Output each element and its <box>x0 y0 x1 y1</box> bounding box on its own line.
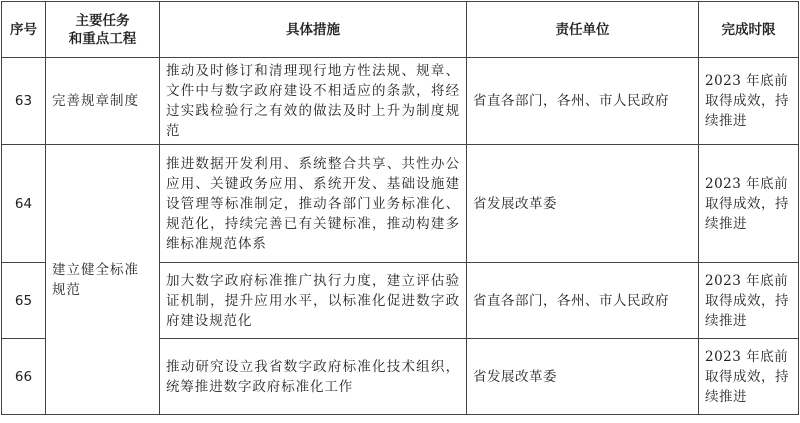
header-task <box>46 2 160 58</box>
header-unit: 责任单位 <box>467 2 699 58</box>
row-unit: 省发展改革委 <box>467 145 699 263</box>
row-unit: 省直各部门，各州、市人民政府 <box>467 58 699 145</box>
header-row <box>2 2 799 58</box>
row-time: 2023 年底前取得成效，持续推进 <box>699 58 799 145</box>
row-unit: 省发展改革委 <box>467 339 699 415</box>
row-time: 2023 年底前取得成效，持续推进 <box>699 339 799 415</box>
row-seq: 65 <box>2 263 46 339</box>
header-task-line2: 和重点工程 <box>68 30 137 47</box>
table-row <box>2 58 799 145</box>
header-task-line1: 主要任务 <box>75 12 130 29</box>
header-time: 完成时限 <box>699 2 799 58</box>
task-table <box>1 1 799 415</box>
table-row <box>2 145 799 263</box>
row-seq: 66 <box>2 339 46 415</box>
row-seq: 64 <box>2 145 46 263</box>
row-measure: 推动及时修订和清理现行地方性法规、规章、文件中与数字政府建设不相适应的条款，将经过实践检验行之有效的做法及时上升为制度规范 <box>160 58 467 145</box>
row-seq: 63 <box>2 58 46 145</box>
row-measure: 加大数字政府标准推广执行力度，建立评估验证机制，提升应用水平，以标准化促进数字政府建设规范化 <box>160 263 467 339</box>
header-measure: 具体措施 <box>160 2 467 58</box>
row-measure: 推动研究设立我省数字政府标准化技术组织，统筹推进数字政府标准化工作 <box>160 339 467 415</box>
row-measure: 推进数据开发利用、系统整合共享、共性办公应用、关键政务应用、系统开发、基础设施建设管理等标准制定，推动各部门业务标准化、规范化，持续完善已有关键标准，推动构建多维标准规范体系 <box>160 145 467 263</box>
row-time: 2023 年底前取得成效，持续推进 <box>699 263 799 339</box>
row-time: 2023 年底前取得成效，持续推进 <box>699 145 799 263</box>
row-task: 建立健全标准规范 <box>46 145 160 415</box>
row-task: 完善规章制度 <box>46 58 160 145</box>
header-seq: 序号 <box>2 2 46 58</box>
row-unit: 省直各部门，各州、市人民政府 <box>467 263 699 339</box>
